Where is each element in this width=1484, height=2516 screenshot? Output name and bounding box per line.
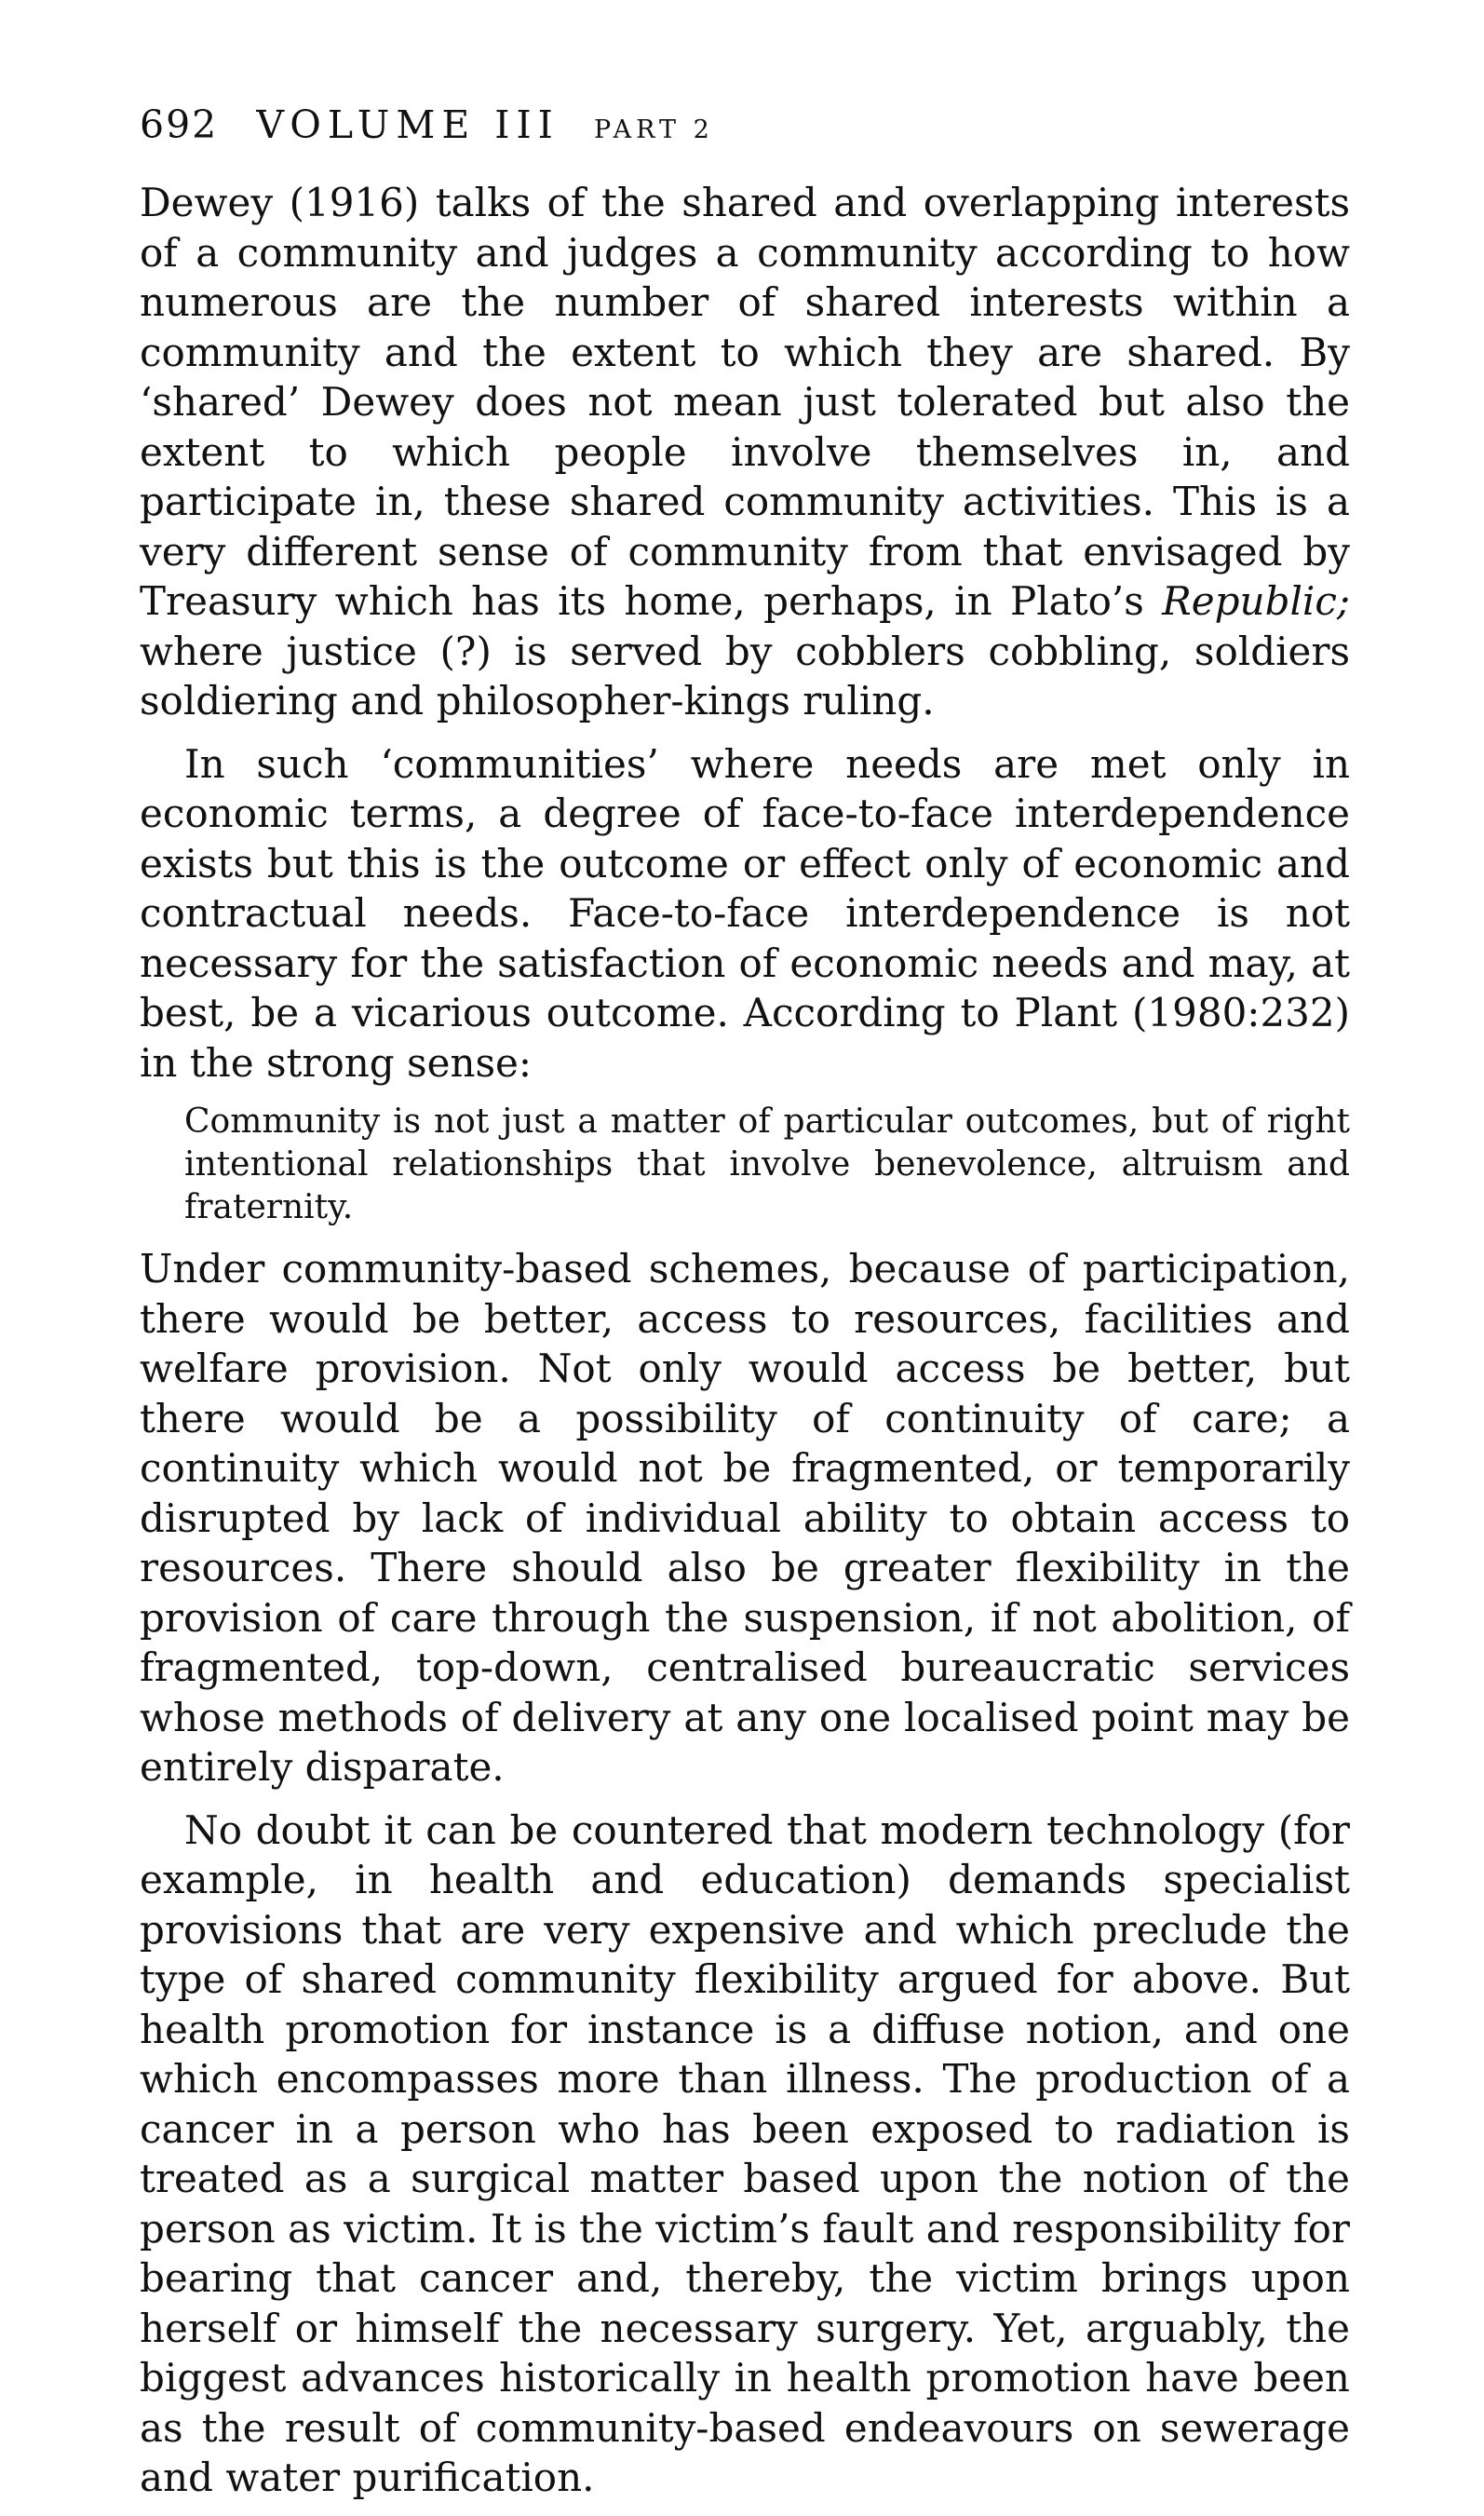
paragraph-dewey <box>140 178 1350 726</box>
paragraph-dewey-text-start: Dewey (1916) talks of the shared and overlapping interests of a community and judges a community according to how numerous are the number of shared interests within a community and the extent to which they are shared. By ‘shared’ Dewey does not mean just tolerated but also the extent to which people involve themselves in, and participate in, these shared community activities. This is a very different sense of community from that envisaged by Treasury which has its home, perhaps, in Plato’s <box>140 180 1350 625</box>
paragraph-health-promotion: No doubt it can be countered that modern technology (for example, in health and education) demands specialist provisions that are very expensive and which preclude the type of shared community flexibility argued for above. But health promotion for instance is a diffuse notion, and one which encompasses more than illness. The production of a cancer in a person who has been exposed to radiation is treated as a surgical matter based upon the notion of the person as victim. It is the victim’s fault and responsibility for bearing that cancer and, thereby, the victim brings upon herself or himself the necessary surgery. Yet, arguably, the biggest advances historically in health promotion have been as the result of community-based endeavours on sewerage and water purification. <box>140 1806 1350 2501</box>
running-head <box>140 102 1350 148</box>
block-quote-plant: Community is not just a matter of particular outcomes, but of right intentional relationships that involve benevolence, altruism and fraternity. <box>184 1102 1350 1227</box>
part-label: PART 2 <box>593 115 714 144</box>
book-title-republic: Republic; <box>1162 578 1350 625</box>
paragraph-community-schemes: Under community-based schemes, because of participation, there would be better, access to resources, facilities and welfare provision. Not only would access be better, but there would be a possibility of continuity of care; a continuity which would not be fragmented, or temporarily disrupted by lack of individual ability to obtain access to resources. There should also be greater flexibility in the provision of care through the suspension, if not abolition, of fragmented, top-down, centralised bureaucratic services whose methods of delivery at any one localised point may be entirely disparate. <box>140 1246 1350 1791</box>
paragraph-communities: In such ‘communities’ where needs are met only in economic terms, a degree of face-to-face interdependence exists but this is the outcome or effect only of economic and contractual needs. Face-to-face interdependence is not necessary for the satisfaction of economic needs and may, at best, be a vicarious outcome. According to Plant (1980:232) in the strong sense: <box>140 740 1350 1086</box>
paragraph-dewey-text-end: where justice (?) is served by cobblers cobbling, soldiers soldiering and philosopher-kings ruling. <box>140 628 1350 724</box>
document-page <box>140 102 1350 2516</box>
page-number: 692 <box>140 102 219 147</box>
volume-label: VOLUME III <box>256 102 560 147</box>
